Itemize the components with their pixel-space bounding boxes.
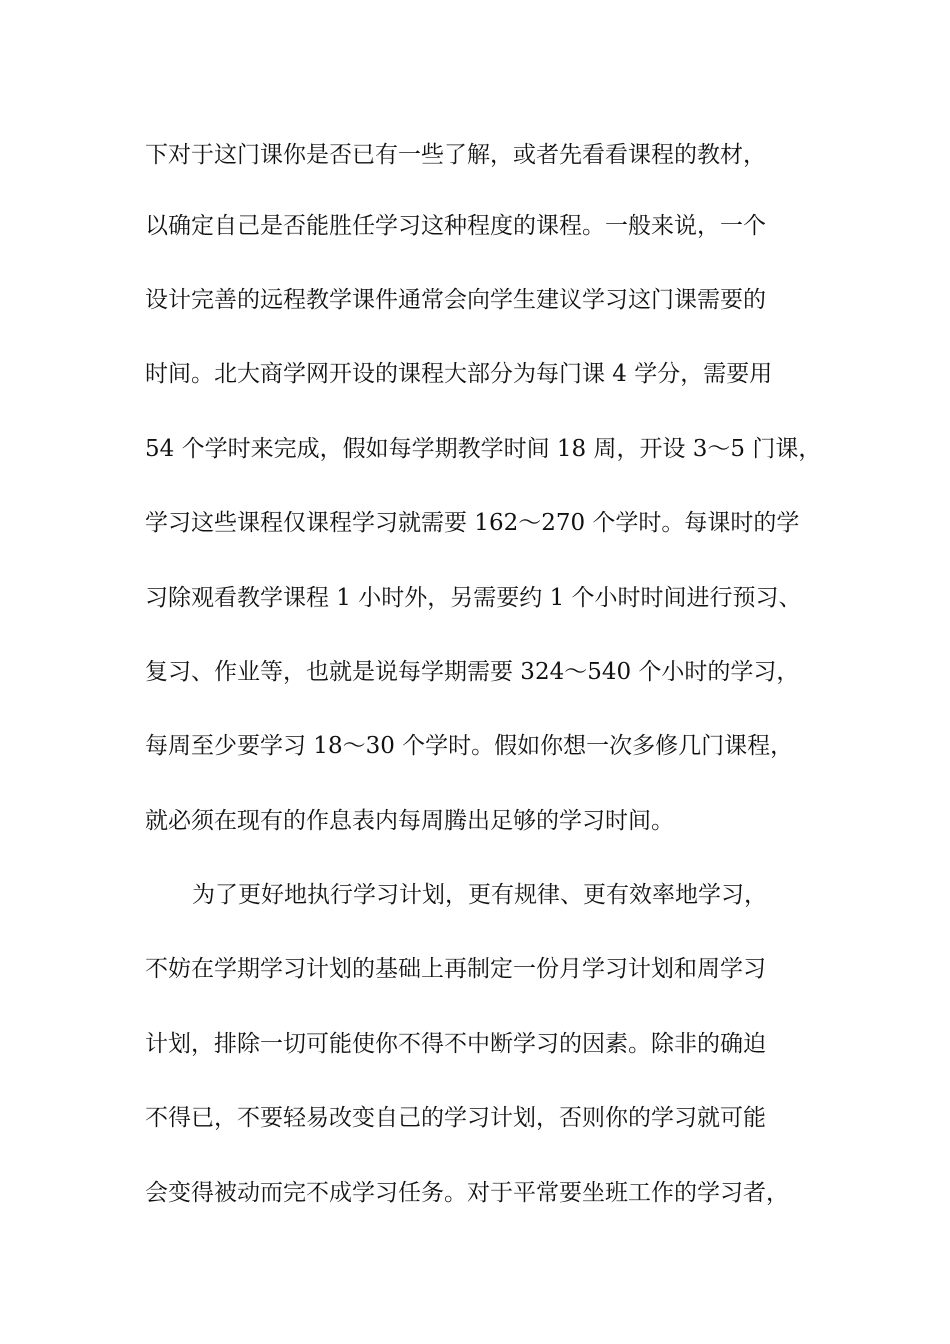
paragraph-line-13: 计划，排除一切可能使你不得不中断学习的因素。除非的确迫 <box>145 1031 766 1057</box>
paragraph-line-11: 为了更好地执行学习计划，更有规律、更有效率地学习， <box>192 882 767 908</box>
paragraph-line-8: 复习、作业等，也就是说每学期需要 324～540 个小时的学习， <box>145 659 800 685</box>
paragraph-line-14: 不得已，不要轻易改变自己的学习计划，否则你的学习就可能 <box>145 1105 766 1131</box>
paragraph-line-12: 不妨在学期学习计划的基础上再制定一份月学习计划和周学习 <box>145 956 766 982</box>
paragraph-line-9: 每周至少要学习 18～30 个学时。假如你想一次多修几门课程， <box>145 733 794 759</box>
paragraph-line-5: 54 个学时来完成，假如每学期教学时间 18 周，开设 3～5 门课， <box>145 436 822 462</box>
paragraph-line-7: 习除观看教学课程 1 小时外，另需要约 1 个小时时间进行预习、 <box>145 585 802 611</box>
paragraph-line-6: 学习这些课程仅课程学习就需要 162～270 个学时。每课时的学 <box>145 510 800 536</box>
paragraph-line-3: 设计完善的远程教学课件通常会向学生建议学习这门课需要的 <box>145 287 766 313</box>
paragraph-line-2: 以确定自己是否能胜任学习这种程度的课程。一般来说，一个 <box>145 213 766 239</box>
paragraph-line-10: 就必须在现有的作息表内每周腾出足够的学习时间。 <box>145 808 674 834</box>
paragraph-line-15: 会变得被动而完不成学习任务。对于平常要坐班工作的学习者， <box>145 1180 789 1206</box>
paragraph-line-1: 下对于这门课你是否已有一些了解，或者先看看课程的教材， <box>145 142 766 168</box>
paragraph-line-4: 时间。北大商学网开设的课程大部分为每门课 4 学分，需要用 <box>145 361 773 387</box>
